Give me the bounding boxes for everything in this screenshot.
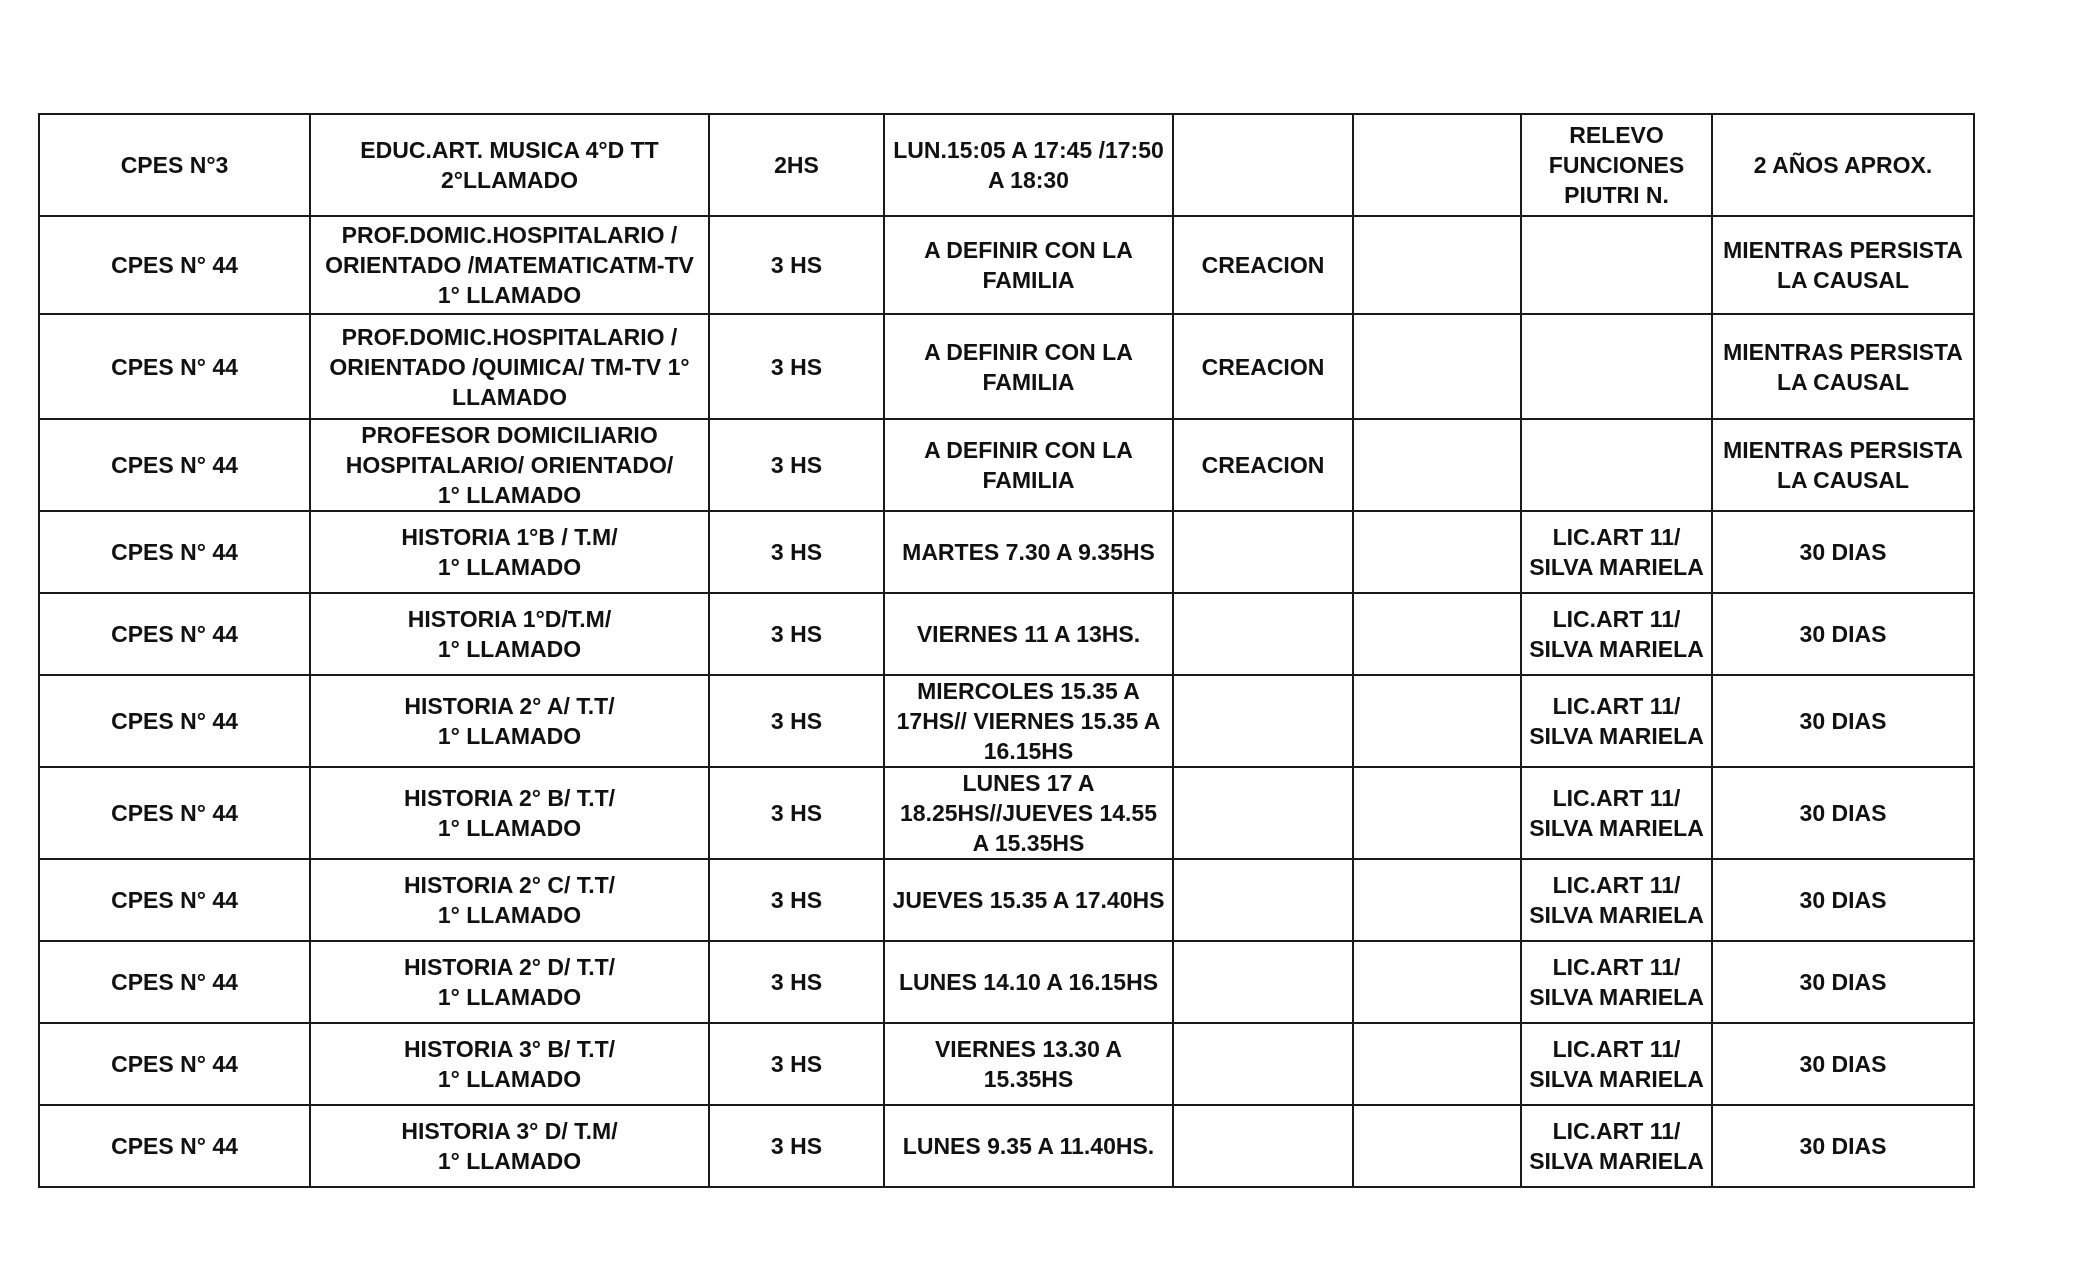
hours-cell: 3 HS [709, 859, 884, 941]
hours-cell: 3 HS [709, 314, 884, 419]
school-cell: CPES N° 44 [39, 675, 310, 767]
school-cell: CPES N°3 [39, 114, 310, 216]
table-row [39, 1105, 1974, 1187]
duration-cell: MIENTRAS PERSISTA LA CAUSAL [1712, 216, 1974, 314]
subject-cell: HISTORIA 2° A/ T.T/ 1° LLAMADO [310, 675, 709, 767]
table-row [39, 314, 1974, 419]
duration-cell: 30 DIAS [1712, 675, 1974, 767]
schedule-cell: MIERCOLES 15.35 A 17HS// VIERNES 15.35 A 16.15HS [884, 675, 1173, 767]
hours-cell: 3 HS [709, 216, 884, 314]
empty-cell [1353, 859, 1521, 941]
duration-cell: MIENTRAS PERSISTA LA CAUSAL [1712, 419, 1974, 511]
school-cell: CPES N° 44 [39, 767, 310, 859]
reason-cell [1521, 216, 1712, 314]
subject-cell: HISTORIA 2° C/ T.T/ 1° LLAMADO [310, 859, 709, 941]
type-cell [1173, 767, 1353, 859]
duration-cell: 30 DIAS [1712, 859, 1974, 941]
duration-cell: 30 DIAS [1712, 767, 1974, 859]
school-cell: CPES N° 44 [39, 216, 310, 314]
empty-cell [1353, 419, 1521, 511]
subject-cell: HISTORIA 3° D/ T.M/ 1° LLAMADO [310, 1105, 709, 1187]
duration-cell: 30 DIAS [1712, 1023, 1974, 1105]
reason-cell: LIC.ART 11/ SILVA MARIELA [1521, 593, 1712, 675]
empty-cell [1353, 1023, 1521, 1105]
hours-cell: 3 HS [709, 941, 884, 1023]
empty-cell [1353, 114, 1521, 216]
table-row [39, 216, 1974, 314]
hours-cell: 2HS [709, 114, 884, 216]
reason-cell: LIC.ART 11/ SILVA MARIELA [1521, 767, 1712, 859]
duration-cell: 30 DIAS [1712, 593, 1974, 675]
type-cell [1173, 1023, 1353, 1105]
school-cell: CPES N° 44 [39, 1023, 310, 1105]
duration-cell: MIENTRAS PERSISTA LA CAUSAL [1712, 314, 1974, 419]
reason-cell: LIC.ART 11/ SILVA MARIELA [1521, 941, 1712, 1023]
type-cell: CREACION [1173, 419, 1353, 511]
duration-cell: 30 DIAS [1712, 1105, 1974, 1187]
empty-cell [1353, 1105, 1521, 1187]
schedule-cell: VIERNES 13.30 A 15.35HS [884, 1023, 1173, 1105]
table-body [39, 114, 1974, 1187]
reason-cell: LIC.ART 11/ SILVA MARIELA [1521, 859, 1712, 941]
empty-cell [1353, 767, 1521, 859]
schedule-cell: A DEFINIR CON LA FAMILIA [884, 314, 1173, 419]
type-cell [1173, 675, 1353, 767]
empty-cell [1353, 941, 1521, 1023]
table-row [39, 675, 1974, 767]
hours-cell: 3 HS [709, 593, 884, 675]
type-cell: CREACION [1173, 216, 1353, 314]
school-cell: CPES N° 44 [39, 859, 310, 941]
empty-cell [1353, 314, 1521, 419]
subject-cell: HISTORIA 1°B / T.M/ 1° LLAMADO [310, 511, 709, 593]
table-row [39, 593, 1974, 675]
hours-cell: 3 HS [709, 675, 884, 767]
school-cell: CPES N° 44 [39, 314, 310, 419]
hours-cell: 3 HS [709, 1105, 884, 1187]
empty-cell [1353, 511, 1521, 593]
vacancy-table [38, 113, 1975, 1188]
reason-cell: LIC.ART 11/ SILVA MARIELA [1521, 675, 1712, 767]
type-cell [1173, 511, 1353, 593]
table-row [39, 419, 1974, 511]
reason-cell: RELEVO FUNCIONES PIUTRI N. [1521, 114, 1712, 216]
subject-cell: EDUC.ART. MUSICA 4°D TT 2°LLAMADO [310, 114, 709, 216]
schedule-cell: MARTES 7.30 A 9.35HS [884, 511, 1173, 593]
type-cell: CREACION [1173, 314, 1353, 419]
hours-cell: 3 HS [709, 767, 884, 859]
reason-cell: LIC.ART 11/ SILVA MARIELA [1521, 1023, 1712, 1105]
empty-cell [1353, 593, 1521, 675]
schedule-cell: LUNES 9.35 A 11.40HS. [884, 1105, 1173, 1187]
subject-cell: PROF.DOMIC.HOSPITALARIO / ORIENTADO /MATEMATICATM-TV 1° LLAMADO [310, 216, 709, 314]
duration-cell: 30 DIAS [1712, 941, 1974, 1023]
duration-cell: 2 AÑOS APROX. [1712, 114, 1974, 216]
school-cell: CPES N° 44 [39, 419, 310, 511]
table-row [39, 511, 1974, 593]
table-row [39, 859, 1974, 941]
hours-cell: 3 HS [709, 419, 884, 511]
schedule-cell: JUEVES 15.35 A 17.40HS [884, 859, 1173, 941]
duration-cell: 30 DIAS [1712, 511, 1974, 593]
hours-cell: 3 HS [709, 511, 884, 593]
table-row [39, 767, 1974, 859]
schedule-cell: VIERNES 11 A 13HS. [884, 593, 1173, 675]
reason-cell: LIC.ART 11/ SILVA MARIELA [1521, 1105, 1712, 1187]
table-row [39, 941, 1974, 1023]
school-cell: CPES N° 44 [39, 593, 310, 675]
type-cell [1173, 941, 1353, 1023]
reason-cell: LIC.ART 11/ SILVA MARIELA [1521, 511, 1712, 593]
type-cell [1173, 1105, 1353, 1187]
schedule-cell: LUN.15:05 A 17:45 /17:50 A 18:30 [884, 114, 1173, 216]
empty-cell [1353, 216, 1521, 314]
type-cell [1173, 114, 1353, 216]
reason-cell [1521, 419, 1712, 511]
school-cell: CPES N° 44 [39, 1105, 310, 1187]
empty-cell [1353, 675, 1521, 767]
schedule-cell: A DEFINIR CON LA FAMILIA [884, 419, 1173, 511]
subject-cell: HISTORIA 3° B/ T.T/ 1° LLAMADO [310, 1023, 709, 1105]
hours-cell: 3 HS [709, 1023, 884, 1105]
schedule-cell: LUNES 17 A 18.25HS//JUEVES 14.55 A 15.35HS [884, 767, 1173, 859]
subject-cell: HISTORIA 2° D/ T.T/ 1° LLAMADO [310, 941, 709, 1023]
schedule-cell: LUNES 14.10 A 16.15HS [884, 941, 1173, 1023]
subject-cell: HISTORIA 1°D/T.M/ 1° LLAMADO [310, 593, 709, 675]
school-cell: CPES N° 44 [39, 941, 310, 1023]
table-row [39, 1023, 1974, 1105]
schedule-cell: A DEFINIR CON LA FAMILIA [884, 216, 1173, 314]
subject-cell: HISTORIA 2° B/ T.T/ 1° LLAMADO [310, 767, 709, 859]
subject-cell: PROF.DOMIC.HOSPITALARIO / ORIENTADO /QUIMICA/ TM-TV 1° LLAMADO [310, 314, 709, 419]
reason-cell [1521, 314, 1712, 419]
table-row [39, 114, 1974, 216]
type-cell [1173, 859, 1353, 941]
subject-cell: PROFESOR DOMICILIARIO HOSPITALARIO/ ORIENTADO/ 1° LLAMADO [310, 419, 709, 511]
school-cell: CPES N° 44 [39, 511, 310, 593]
type-cell [1173, 593, 1353, 675]
